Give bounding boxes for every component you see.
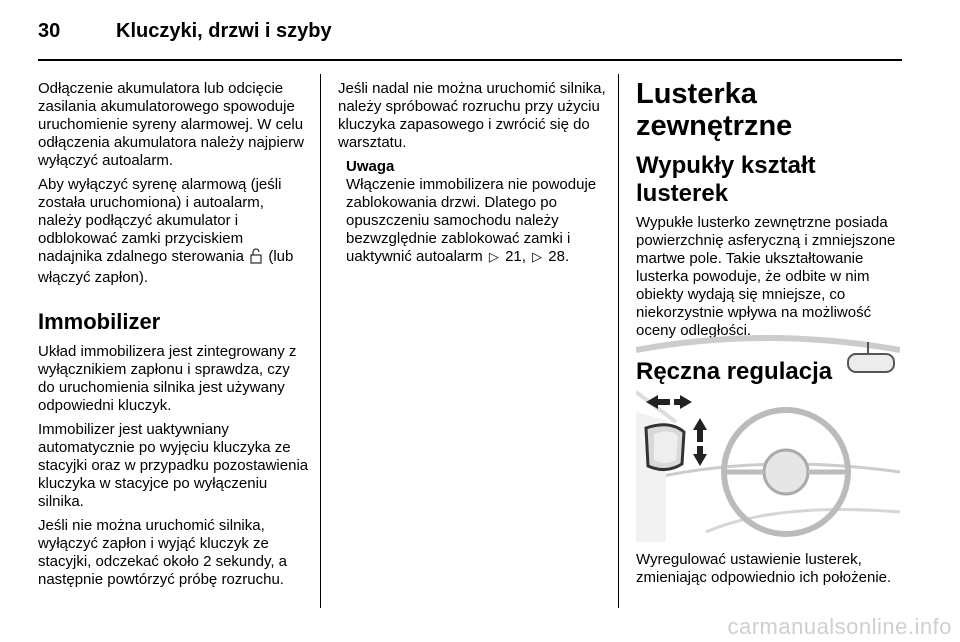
unlock-key-icon xyxy=(250,248,262,269)
note-ref-1: 21, xyxy=(505,248,526,265)
paragraph-siren-text: Aby wyłączyć syrenę alarmową (jeśli została uruchomiona) i autoalarm, należy podłączyć akumulator i odblokować zamki przyciskiem nadajnika zdalnego sterowania xyxy=(38,176,282,265)
convex-mirror-text: Wypukłe lusterko zewnętrzne posiada powierzchnię asferyczną i zmniejszone martwe pole. Takie ukształtowanie lusterka powoduje, że odbite w nim obiekty wydają się mniejsze, co niekorzystnie wpływa na możliwość oceny odległości. xyxy=(636,214,896,339)
paragraph-battery: Odłączenie akumulatora lub odcięcie zasilania akumulatorowego spowoduje uruchomienie syreny alarmowej. W celu odłączenia akumulatora należy najpierw wyłączyć autoalarm. xyxy=(38,80,304,169)
paragraph-spare-key: Jeśli nadal nie można uruchomić silnika, należy spróbować rozruchu przy użyciu kluczyka zapasowego i zwrócić się do warsztatu. xyxy=(338,80,606,151)
section-heading: Lusterka zewnętrzne xyxy=(636,78,793,142)
note-title: Uwaga xyxy=(346,158,395,175)
manual-adjustment-heading: Ręczna regulacja xyxy=(636,358,833,385)
header-rule xyxy=(38,59,902,61)
note-ref-2: 28. xyxy=(548,248,570,265)
paragraph-immobilizer-2: Immobilizer jest uaktywniany automatycznie po wyjęciu kluczyka ze stacyjki oraz w przypadku pozostawienia kluczyka w stacyjce po wyłączeniu silnika. xyxy=(38,421,309,510)
paragraph-siren xyxy=(38,176,310,287)
paragraph-immobilizer-1: Układ immobilizera jest zintegrowany z wyłącznikiem zapłonu i sprawdza, czy do uruchomienia silnika jest używany odpowiedni kluczyk. xyxy=(38,343,297,414)
chapter-title: Kluczyki, drzwi i szyby xyxy=(116,20,332,42)
reference-arrow-icon: ▷ xyxy=(532,249,543,264)
adjustment-text: Wyregulować ustawienie lusterek, zmieniając odpowiednio ich położenie. xyxy=(636,551,892,586)
column-1 xyxy=(38,80,310,595)
watermark: carmanualsonline.info xyxy=(727,614,952,639)
mirror-adjustment-illustration xyxy=(636,332,900,542)
page-number: 30 xyxy=(38,20,61,42)
column-divider-1 xyxy=(320,74,321,608)
paragraph-siren-tail: (lub włączyć zapłon). xyxy=(38,248,294,286)
convex-mirror-heading: Wypukły kształt lusterek xyxy=(636,152,816,207)
adjustment-text-block xyxy=(636,551,904,593)
paragraph-immobilizer-3: Jeśli nie można uruchomić silnika, wyłączyć zapłon i wyjąć kluczyk ze stacyjki, odczekać około 2 sekundy, a następnie powtórzyć próbę rozruchu. xyxy=(38,517,288,588)
note-box xyxy=(338,158,606,266)
column-2 xyxy=(338,80,606,272)
note-text xyxy=(346,176,606,266)
note-text-body: Włączenie immobilizera nie powoduje zablokowania drzwi. Dlatego po opuszczeniu samochodu należy bezwzględnie zablokować zamki i uaktywnić autoalarm xyxy=(346,176,597,265)
column-divider-2 xyxy=(618,74,619,608)
reference-arrow-icon: ▷ xyxy=(488,249,499,264)
immobilizer-heading: Immobilizer xyxy=(38,309,161,334)
